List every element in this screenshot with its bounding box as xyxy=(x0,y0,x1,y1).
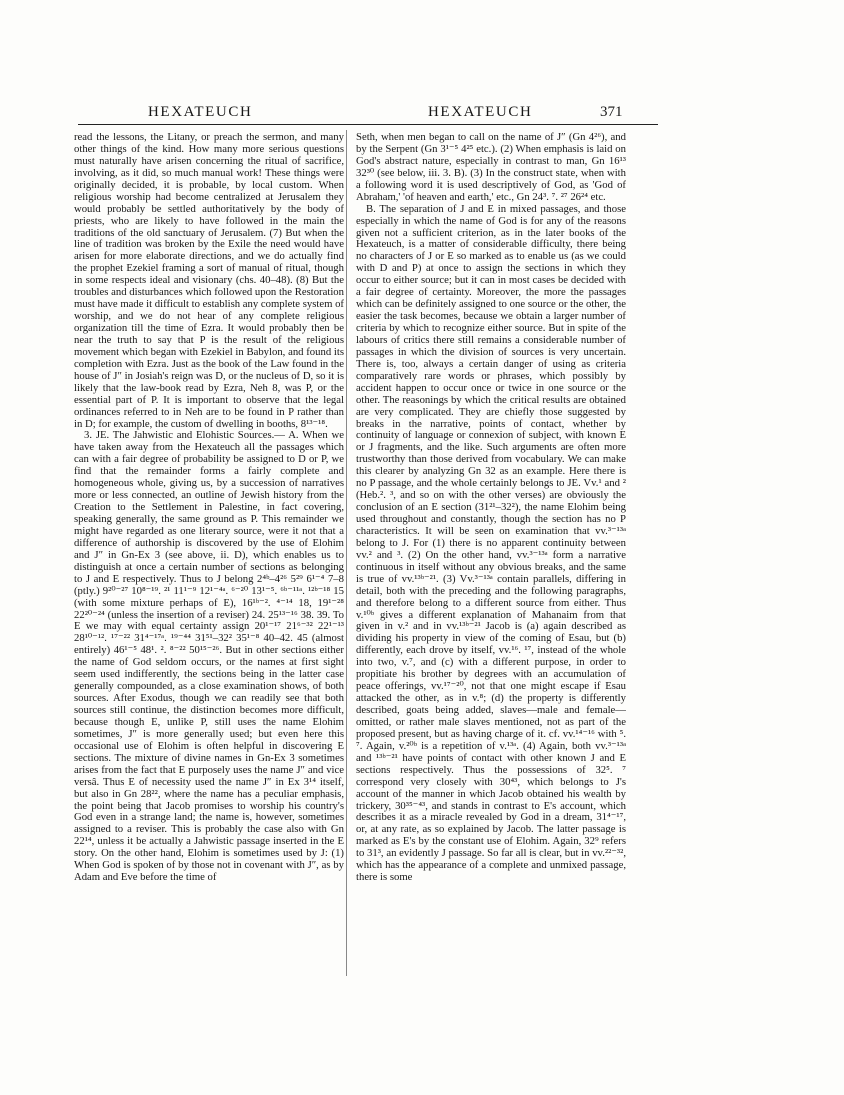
running-title-left: HEXATEUCH xyxy=(148,104,253,120)
left-column xyxy=(74,132,344,884)
running-title-right: HEXATEUCH xyxy=(428,104,533,120)
right-column xyxy=(356,132,626,884)
paragraph-separation-j-e: B. The separation of J and E in mixed passages, and those especially in which the name of God is for any of the reasons given not a sufficient criterion, as in the later books of the Hexateuch, is a matter of considerable difficulty, there being no characters of J or E so marked as to enable us (as we could with D and P) at once to assign the sections in which they occur to either source; but it can in most cases be decided with a fair degree of certainty. Moreover, the more the passages which can be definitely assigned to one source or the other, the easier the task becomes, because we obtain a larger number of criteria by which to recognize either source. But in spite of the labours of critics there still remains a considerable number of passages in which the division of sources is very uncertain. There is, too, always a certain danger of using as criteria comparatively rare words or phrases, which possibly by accident happen to occur once or twice in one source or the other. The reasonings by which the critical results are obtained are very complicated. They are chiefly those suggested by breaks in the narrative, points of contact, whether by continuity of language or connexion of subject, with known E or J fragments, and the like. Such arguments are often more trustworthy than those derived from vocabulary. We can make this clearer by analyzing Gn 32 as an example. Here there is no P passage, and the whole certainly belongs to JE. Vv.¹ and ² (Heb.². ³, and so on with the other verses) are obviously the conclusion of an E section (31²¹–32²), the name Elohim being used throughout and constantly, though the section has no P characteristics. It will be seen on examination that vv.³⁻¹³ᵃ belong to J. For (1) there is no apparent continuity between vv.² and ³. (2) On the other hand, vv.³⁻¹³ᵃ form a narrative continuous in itself without any obvious breaks, and the same is true of vv.¹³ᵇ⁻²¹. (3) Vv.³⁻¹³ᵃ contain parallels, differing in detail, both with the preceding and the following paragraphs, and therefore belong to a different source from either. Thus v.¹⁰ᵇ gives a different explanation of Mahanaim from that given in v.² and in vv.¹³ᵇ⁻²¹ Jacob is (a) again described as dividing his property in view of the coming of Esau, but (b) differently, each drove by itself, vv.¹⁶. ¹⁷, instead of the whole into two, v.⁷, and (c) with a different purpose, in order to propitiate his brother by degrees with an accumulation of peace offerings, vv.¹⁷⁻²⁰, not that one might escape if Esau attacked the other, as in v.⁸; (d) the property is differently described, goats being added, slaves—male and female—omitted, or rather male slaves mentioned, not as part of the proposed present, but as having charge of it. cf. vv.¹⁴⁻¹⁶ with ⁵. ⁷. Again, v.²⁰ᵇ is a repetition of v.¹³ᵃ. (4) Again, both vv.³⁻¹³ᵃ and ¹³ᵇ⁻²¹ have points of contact with other known J and E sections respectively. Thus the possessions of 32⁵. ⁷ correspond very closely with 30⁴³, which belongs to J's account of the manner in which Jacob obtained his wealth by trickery, 30³⁵⁻⁴³, and stands in contrast to E's account, which describes it as a miracle revealed by God in a dream, 31⁴⁻¹⁷, or, at any rate, as so explained by Jacob. The latter passage is marked as E's by the constant use of Elohim. Again, 32⁹ refers to 31³, an evidently J passage. So far all is clear, but in vv.²²⁻³², which has the appearance of a complete and unmixed passage, there is some xyxy=(356,202,626,884)
paragraph-ritual: read the lessons, the Litany, or preach the sermon, and many other things of the kind. How many more serious questions must naturally have arisen concerning the ritual of sacrifice, involving, as it did, so much manual work! These things were originally decided, it is probable, by local custom. When religious worship had become centralized at Jerusalem they would probably be settled authoritatively by the body of priests, who are likely to have followed in the main the traditions of the old sanctuary of Jerusalem. (7) But when the line of tradition was broken by the Exile the need would have arisen for more elaborate directions, and we do actually find the prophet Ezekiel framing a sort of manual of ritual, though in some respects ideal and visionary (chs. 40–48). (8) But the troubles and disturbances which followed upon the Restoration must have made it difficult to establish any complete system of worship, and we do not hear of any complete religious organization till the time of Ezra. It would probably then be near the truth to say that P is the result of the religious movement which began with Ezekiel in Babylon, and found its completion with Ezra. Just as the book of the Law found in the house of J″ in Josiah's reign was D, or the nucleus of D, so it is likely that the law-book read by Ezra, Neh 8, was P, or the essential part of P. It is important to observe that the legal ordinances referred to in Neh are to be found in P rather than in D; for example, the custom of dwelling in booths, 8¹³⁻¹⁸. xyxy=(74,131,344,430)
page-number: 371 xyxy=(600,104,623,120)
paragraph-je-sources: 3. JE. The Jahwistic and Elohistic Sources.— A. When we have taken away from the Hexateuch all the passages which can with a fair degree of probability be assigned to D or P, we find that the remainder forms a fairly complete and homogeneous whole, giving us, by a succession of narratives more or less connected, an outline of Jewish history from the Creation to the Settlement in Palestine, in fact covering, speaking generally, the same ground as P. This remainder we might have regarded as one literary source, were it not that a difference of authorship is discovered by the use of Elohim and J″ in Gn-Ex 3 (see above, ii. D), which enables us to distinguish at once a certain number of sections as belonging to J and E respectively. Thus to J belong 2⁴ᵇ–4²⁶ 5²⁹ 6¹⁻⁴ 7–8 (ptly.) 9²⁰⁻²⁷ 10⁸⁻¹⁹. ²¹ 11¹⁻⁹ 12¹⁻⁴ᵃ. ⁶⁻²⁰ 13¹⁻⁵. ⁶ᵇ⁻¹¹ᵃ. ¹²ᵇ⁻¹⁸ 15 (with some mixture perhaps of E), 16¹ᵇ⁻². ⁴⁻¹⁴ 18, 19¹⁻²⁸ 22²⁰⁻²⁴ (unless the insertion of a reviser) 24. 25¹³⁻¹⁶ 38. 39. To E we may with equal certainty assign 20¹⁻¹⁷ 21⁶⁻³² 22¹⁻¹³ 28¹⁰⁻¹². ¹⁷⁻²² 31⁴⁻¹⁷ᵃ. ¹⁹⁻⁴⁴ 31⁵¹–32² 35¹⁻⁸ 40–42. 45 (almost entirely) 46¹⁻⁵ 48¹. ². ⁸⁻²² 50¹⁵⁻²⁶. But in other sections either the name of God seldom occurs, or the names at first sight seem used indifferently, the sections being in the latter case generally compounded, as a close examination shows, of both sources. After Exodus, though we can readily see that both sources still continue, the distinction becomes more difficult, because though E, unlike P, still uses the name Elohim sometimes, J″ is more generally used; but even here this occasional use of Elohim is often helpful in discovering E sections. The mixture of divine names in Gn-Ex 3 sometimes arises from the fact that E purposely uses the name J″ and vice versâ. Thus E of necessity used the name J″ in Ex 3¹⁴ itself, but also in Gn 28²², where the name has a peculiar emphasis, the point being that Jacob promises to worship his country's God even in a strange land; the name is, however, sometimes assigned to a reviser. This is probably the case also with Gn 22¹⁴, unless it be actually a Jahwistic passage inserted in the E story. On the other hand, Elohim is sometimes used by J: (1) When God is spoken of by those not in covenant with J″, as by Adam and Eve before the time of xyxy=(74,429,344,884)
paragraph-elohim-usage: Seth, when men began to call on the name of J″ (Gn 4²⁶), and by the Serpent (Gn 3¹⁻⁵ 4²⁵ etc.). (2) When emphasis is laid on God's abstract nature, especially in contrast to man, Gn 16¹³ 32³⁰ (see below, iii. 3. B). (3) In the construct state, when with a following word it is used descriptively of God, as 'God of Abraham,' 'of heaven and earth,' etc., Gn 24³. ⁷. ²⁷ 26²⁴ etc. xyxy=(356,131,626,203)
header-rule xyxy=(78,124,658,125)
column-divider xyxy=(346,130,347,976)
page-header xyxy=(78,102,658,126)
